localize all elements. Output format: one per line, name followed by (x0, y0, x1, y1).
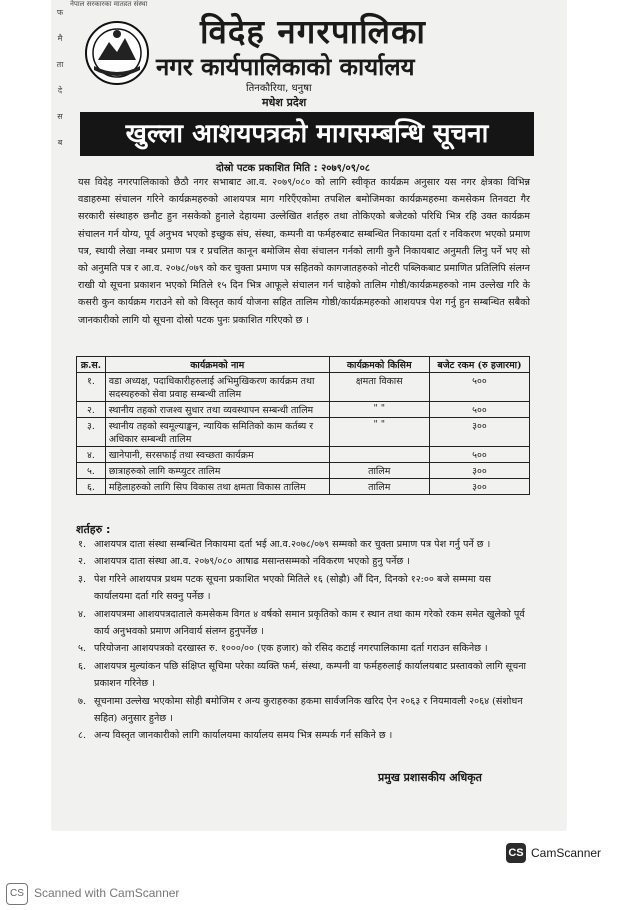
left-margin-char: दे (57, 86, 63, 95)
program-budget: ५०० (429, 447, 529, 463)
program-budget: ५०० (429, 402, 529, 418)
program-type: " " (329, 402, 429, 418)
publish-date: दोस्रो पटक प्रकाशित मिति : २०७९/०९/०८ (216, 163, 370, 174)
condition-item (78, 658, 530, 693)
program-budget: ३०० (429, 479, 529, 495)
table-row (77, 479, 530, 495)
program-name: महिलाहरुको लागि सिप विकास तथा क्षमता विकास तालिम (105, 479, 329, 495)
condition-text: आशयपत्र दाता संस्था आ.व. २०७९/०८० आषाढ मसान्तसम्मको नविकरण भएको हुनु पर्नेछ । (94, 556, 410, 568)
condition-number: ५. (78, 643, 87, 655)
top-cut-text: नेपाल सरकारका मातहत संस्था (70, 0, 148, 6)
row-number: ६. (77, 479, 106, 495)
table-row (77, 418, 530, 447)
left-margin-char: फ (56, 8, 64, 17)
program-name: स्थानीय तहको स्वमूल्याङ्कन, न्यायिक समितिको काम कर्तब्य र अधिकार सम्बन्धी तालिम (105, 418, 329, 447)
column-header: क्र.स. (77, 357, 106, 373)
table-row (77, 402, 530, 418)
address-line: तिनकौरिया, धनुषा (246, 83, 312, 94)
notice-banner: खुल्ला आशयपत्रको मागसम्बन्धि सूचना (80, 112, 534, 156)
condition-number: १. (78, 539, 87, 550)
column-header: बजेट रकम (रु हजारमा) (429, 357, 529, 373)
office-title: नगर कार्यपालिकाको कार्यालय (156, 53, 415, 81)
row-number: ४. (77, 447, 106, 463)
condition-item (78, 536, 530, 553)
left-margin-char: ब (57, 138, 63, 147)
conditions-list (78, 536, 530, 745)
condition-item (78, 606, 530, 641)
row-number: ५. (77, 463, 106, 479)
government-emblem-logo (84, 20, 150, 86)
program-type: क्षमता विकास (329, 373, 429, 402)
condition-item (78, 640, 530, 657)
condition-text: आशयपत्रमा आशयपत्रदाताले कमसेकम विगत ४ वर्षको समान प्रकृतिको काम र स्थान तथा काम गरेको रकम समेत खुलेको पूर्व कार्य अनुभवको प्रमाण अनिवार्य संलग्न हुनुपर्नेछ । (94, 608, 525, 638)
program-name: खानेपानी, सरसफाई तथा स्वच्छता कार्यक्रम (105, 447, 329, 463)
column-header: कार्यक्रमको नाम (105, 357, 329, 373)
left-margin-char: स (57, 112, 63, 121)
conditions-heading: शर्तहरु : (76, 523, 111, 536)
condition-number: ६. (78, 660, 87, 672)
condition-item (78, 693, 530, 728)
column-header: कार्यक्रमको किसिम (329, 357, 429, 373)
program-type: " " (329, 418, 429, 447)
table-header-row (77, 357, 530, 373)
program-budget: ५०० (429, 373, 529, 402)
program-type: तालिम (329, 479, 429, 495)
table-row (77, 373, 530, 402)
table-row (77, 447, 530, 463)
condition-text: आशयपत्र मुल्यांकन पछि संक्षिप्त सूचिमा परेका व्यक्ति फर्म, संस्था, कम्पनी वा फर्महरुलाई कार्यालयबाट प्रस्तावको लागि सूचना प्रकाशन गरिनेछ । (94, 660, 527, 690)
program-budget: ३०० (429, 418, 529, 447)
condition-number: ४. (78, 608, 87, 620)
program-type (329, 447, 429, 463)
condition-number: ७. (78, 695, 87, 707)
row-number: ३. (77, 418, 106, 447)
condition-text: परियोजना आशयपत्रको दरखास्त रु. १०००/०० (एक हजार) को रसिद कटाई नगरपालिकामा दर्ता गराउन सकिनेछ । (94, 643, 488, 655)
program-name: स्थानीय तहको राजश्व सुधार तथा व्यवस्थापन सम्बन्धी तालिम (105, 402, 329, 418)
condition-item (78, 553, 530, 570)
left-margin-char: मै (57, 34, 63, 43)
signoff-officer: प्रमुख प्रशासकीय अधिकृत (378, 771, 482, 784)
province-line: मधेश प्रदेश (262, 96, 307, 109)
program-table (76, 356, 530, 495)
municipality-title: विदेह नगरपालिका (200, 12, 426, 51)
row-number: २. (77, 402, 106, 418)
condition-text: पेश गरिने आशयपत्र प्रथम पटक सूचना प्रकाशित भएको मितिले १६ (सोह्रौ) औं दिन, दिनको १२:०० बजे सम्ममा यस कार्यालयमा दर्ता गरि सक्नु पर्नेछ । (94, 573, 491, 603)
row-number: १. (77, 373, 106, 402)
notice-body-paragraph: यस विदेह नगरपालिकाको छैठौ नगर सभाबाट आ.व. २०७९/०८० को लागि स्वीकृत कार्यक्रम अनुसार यस नगर क्षेत्रका विभिन्न वडाहरुमा संचालन गरिने कार्यक्रमहरुको आशयपत्र माग गरिएँएकोमा तपशिल बमोजिमका कार्यक्रमहरुमा कमसेकम तिनवटा गैर सरकारी संस्थाहरु छनौट हुन नसकेको हुनाले देहायमा उल्लेखित शर्तहरु तथा तोकिएको बजेटको परिधि भित्र रहि उक्त कार्यक्रम संचालन गर्न योग्य, पूर्व अनुभव भएको इच्छुक संघ, संस्था, कम्पनी वा फर्महरुबाट सम्बन्धित निकायमा दर्ता र नविकरण भएको प्रमाण पत्र, स्थायी लेखा नम्बर प्रमाण पत्र र प्रचलित कानून बमोजिम सेवा संचालन गर्नको लागी कुनै निकायबाट अनुमती लिनु पर्ने भए सो को अनुमति पत्र र आ.व. २०७८/०७९ को कर चुक्ता प्रमाण पत्र सहितको कागजातहरुको नोटरी पब्लिकबाट प्रमाणित प्रतिलिपि संलग्न राखी यो सूचना प्रकाशन भएको मितिले १५ दिन भित्र आफूले संचालन गर्न चाहेको तालिम गोष्ठी/कार्यक्रमहरुको नाम उल्लेख गरि के कसरी कुन कार्यक्रम गराउने सो को विस्तृत कार्य योजना सहित तालिम गोष्ठी/कार्यक्रमहरुको आशयपत्र पेश गर्नु हुन सम्बन्धित सबैको जानकारीको लागि यो सूचना दोस्रो पटक पुनः प्रकाशित गरिएको छ । (78, 177, 530, 326)
condition-text: अन्य विस्तृत जानकारीको लागि कार्यालयमा कार्यालय समय भित्र सम्पर्क गर्न सकिने छ । (94, 730, 393, 742)
camscanner-logo-icon: CS (506, 843, 526, 863)
left-margin-char: ता (56, 60, 64, 69)
program-budget: ३०० (429, 463, 529, 479)
condition-number: २. (78, 556, 87, 568)
program-name: छात्राहरुको लागि कम्प्युटर तालिम (105, 463, 329, 479)
camscanner-footer-text: Scanned with CamScanner (34, 886, 180, 900)
condition-text: आशयपत्र दाता संस्था सम्बन्धित निकायमा दर्ता भई आ.व.२०७८/०७९ सम्मको कर चुक्ता प्रमाण पत्र पेश गर्नु पर्ने छ । (94, 539, 491, 550)
table-row (77, 463, 530, 479)
left-margin-column (52, 0, 68, 170)
condition-item (78, 571, 530, 606)
condition-number: ३. (78, 573, 87, 585)
condition-text: सूचनामा उल्लेख भएकोमा सोही बमोजिम र अन्य कुराहरुका हकमा सार्वजनिक खरिद ऐन २०६३ र नियमावली २०६४ (संशोधन सहित) अनुसार हुनेछ । (94, 695, 523, 725)
camscanner-brand: CamScanner (531, 846, 602, 860)
condition-number: ८. (78, 730, 87, 742)
condition-item (78, 727, 530, 744)
program-name: वडा अध्यक्ष, पदाधिकारीहरुलाई अभिमुखिकरण कार्यक्रम तथा सदस्यहरुको सेवा प्रवाह सम्बन्धी तालिम (105, 373, 329, 402)
program-type: तालिम (329, 463, 429, 479)
camscanner-footer-icon: CS (6, 883, 28, 905)
